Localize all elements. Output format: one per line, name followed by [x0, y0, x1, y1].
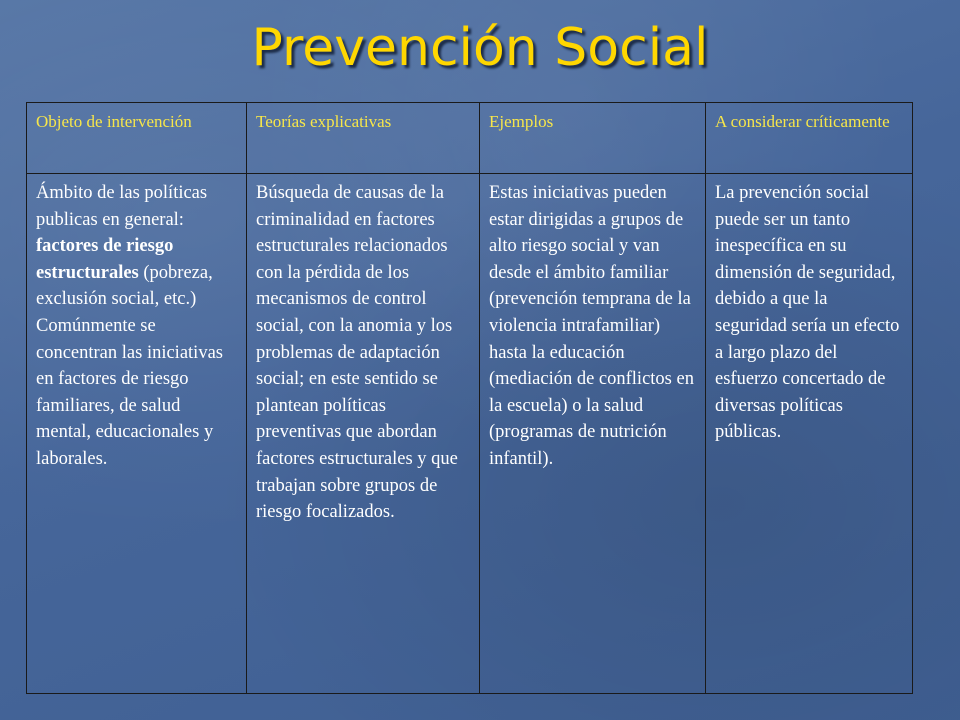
header-ejemplos — [480, 103, 706, 174]
header-teorias-label: Teorías explicativas — [256, 112, 392, 131]
cell-objeto-rest: (pobreza, exclusión social, etc.) Comúnmente se concentran las iniciativas en factores de riesgo familiares, de salud mental, educacionales y laborales. — [36, 262, 223, 469]
header-considerar-label: A considerar críticamente — [715, 112, 890, 131]
cell-ejemplos-text: Estas iniciativas pueden estar dirigidas a grupos de alto riesgo social y van desde el ámbito familiar (prevención temprana de la violencia intrafamiliar) hasta la educación (mediación de conflictos en la escuela) o la salud (programas de nutrición infantil). — [489, 183, 694, 469]
header-considerar — [706, 103, 913, 174]
cell-teorias-text: Búsqueda de causas de la criminalidad en factores estructurales relacionados con la pérdida de los mecanismos de control social, con la anomia y los problemas de adaptación social; en este sentido se plantean políticas preventivas que abordan factores estructurales y que trabajan sobre grupos de riesgo focalizados. — [256, 183, 458, 523]
prevention-table — [26, 102, 913, 694]
header-objeto — [27, 103, 247, 174]
cell-ejemplos — [480, 174, 706, 694]
cell-considerar — [706, 174, 913, 694]
slide-title: Prevención Social — [251, 18, 709, 78]
cell-objeto-intro: Ámbito de las políticas publicas en general: — [36, 183, 208, 230]
header-objeto-label: Objeto de intervención — [36, 112, 192, 131]
table-header-row — [27, 103, 913, 174]
table-row — [27, 174, 913, 694]
header-ejemplos-label: Ejemplos — [489, 112, 554, 131]
cell-objeto — [27, 174, 247, 694]
cell-objeto-bold: factores de riesgo estructurales — [36, 236, 174, 283]
cell-teorias — [247, 174, 480, 694]
content-table-container — [26, 102, 912, 694]
header-teorias — [247, 103, 480, 174]
cell-considerar-text: La prevención social puede ser un tanto inespecífica en su dimensión de seguridad, debido a que la seguridad sería un efecto a largo plazo del esfuerzo concertado de diversas políticas públicas. — [715, 183, 900, 443]
